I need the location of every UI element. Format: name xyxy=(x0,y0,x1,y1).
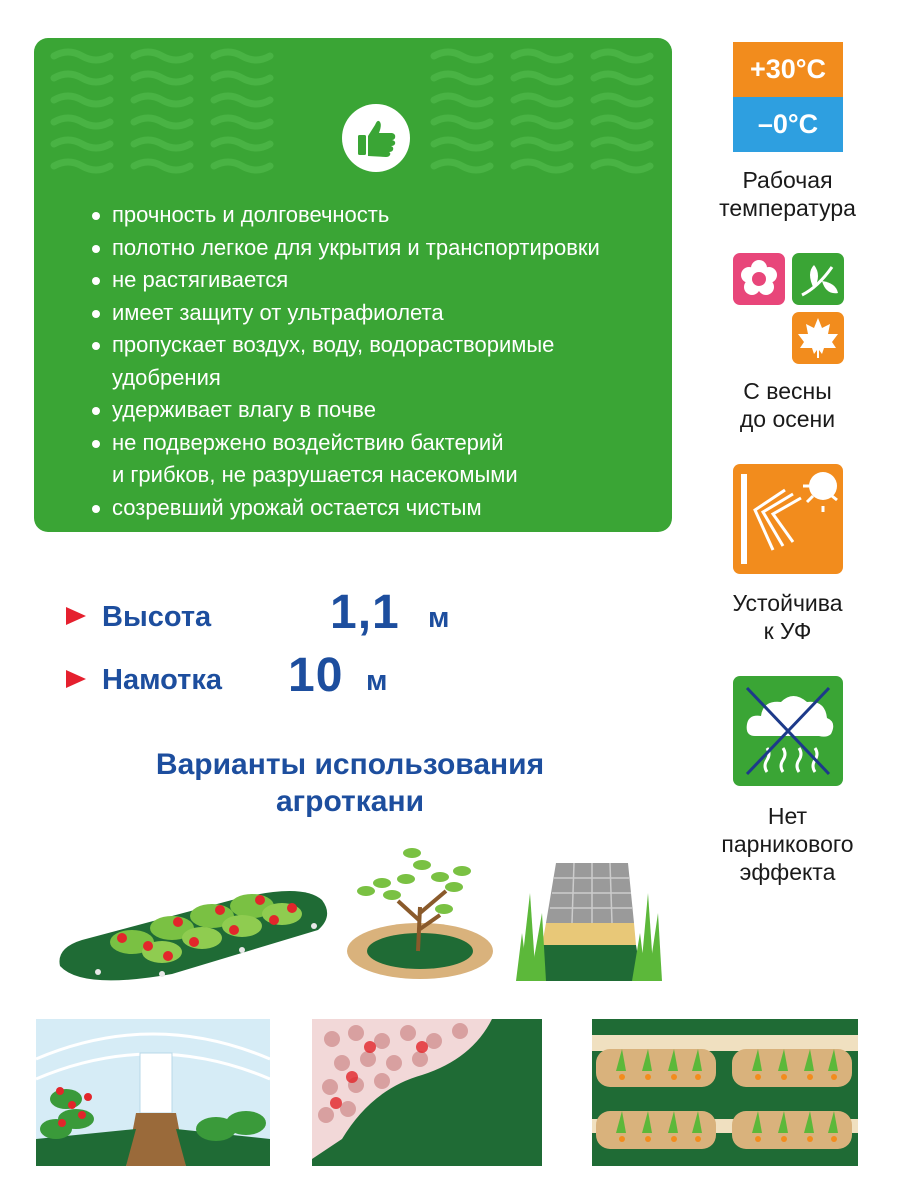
benefit-item: созревший урожай остается чистым и сухим на поверхности полотна xyxy=(92,492,672,557)
pebble-bed-illustration xyxy=(312,1019,542,1166)
spec-roll xyxy=(66,649,406,714)
temp-max: +30°C xyxy=(749,54,827,84)
temp-min: –0°C xyxy=(757,109,819,139)
spec-roll-unit: м xyxy=(366,665,388,697)
spec-height-value: 1,1 xyxy=(330,586,400,639)
flower-icon xyxy=(733,253,785,305)
feature-uv xyxy=(700,589,875,645)
leaf-sprout-icon xyxy=(792,253,844,305)
arrow-right-icon xyxy=(66,670,86,688)
feature-season xyxy=(700,377,875,433)
benefit-item: пропускает воздух, воду, водорастворимые удобрения xyxy=(92,329,672,394)
feature-temperature-caption: Рабочая температура xyxy=(719,167,856,221)
strawberry-bed-illustration xyxy=(52,870,342,985)
benefit-item: не растягивается xyxy=(92,264,672,297)
temp-max-block xyxy=(733,42,843,97)
spec-height-label: Высота xyxy=(102,601,212,633)
feature-season-caption: С весны до осени xyxy=(739,378,836,432)
benefits-panel xyxy=(34,38,672,552)
feature-no-greenhouse-caption: Нет парникового эффекта xyxy=(721,803,854,885)
temp-min-block xyxy=(733,97,843,152)
feature-uv-caption: Устойчива к УФ xyxy=(732,590,843,644)
benefit-item: удерживает влагу в почве xyxy=(92,394,672,427)
benefits-list xyxy=(92,199,672,557)
garden-path-illustration xyxy=(516,853,666,983)
feature-no-greenhouse xyxy=(700,802,875,886)
sun-rays-icon xyxy=(733,464,843,574)
temperature-badge xyxy=(733,42,843,152)
tree-circle-illustration xyxy=(347,848,493,979)
benefit-item: имеет защиту от ультрафиолета xyxy=(92,297,672,330)
arrow-right-icon xyxy=(66,607,86,625)
feature-temperature xyxy=(700,166,875,222)
benefit-item: прочность и долговечность xyxy=(92,199,672,232)
benefit-item: не подвержено воздействию бактерий и грибков, не разрушается насекомыми xyxy=(92,427,672,492)
raised-beds-illustration xyxy=(592,1019,858,1166)
thumbs-up-badge xyxy=(342,104,410,172)
benefit-item: полотно легкое для укрытия и транспортировки xyxy=(92,232,672,265)
spec-roll-value: 10 xyxy=(288,649,344,702)
cloud-crossed-icon xyxy=(733,676,843,786)
spec-roll-label: Намотка xyxy=(102,664,222,696)
maple-leaf-icon xyxy=(792,312,844,364)
thumbs-up-icon xyxy=(342,104,410,172)
spec-height-unit: м xyxy=(428,602,450,634)
usage-title: Варианты использования агроткани xyxy=(155,748,545,818)
spec-height xyxy=(66,586,450,651)
greenhouse-illustration xyxy=(36,1019,270,1166)
